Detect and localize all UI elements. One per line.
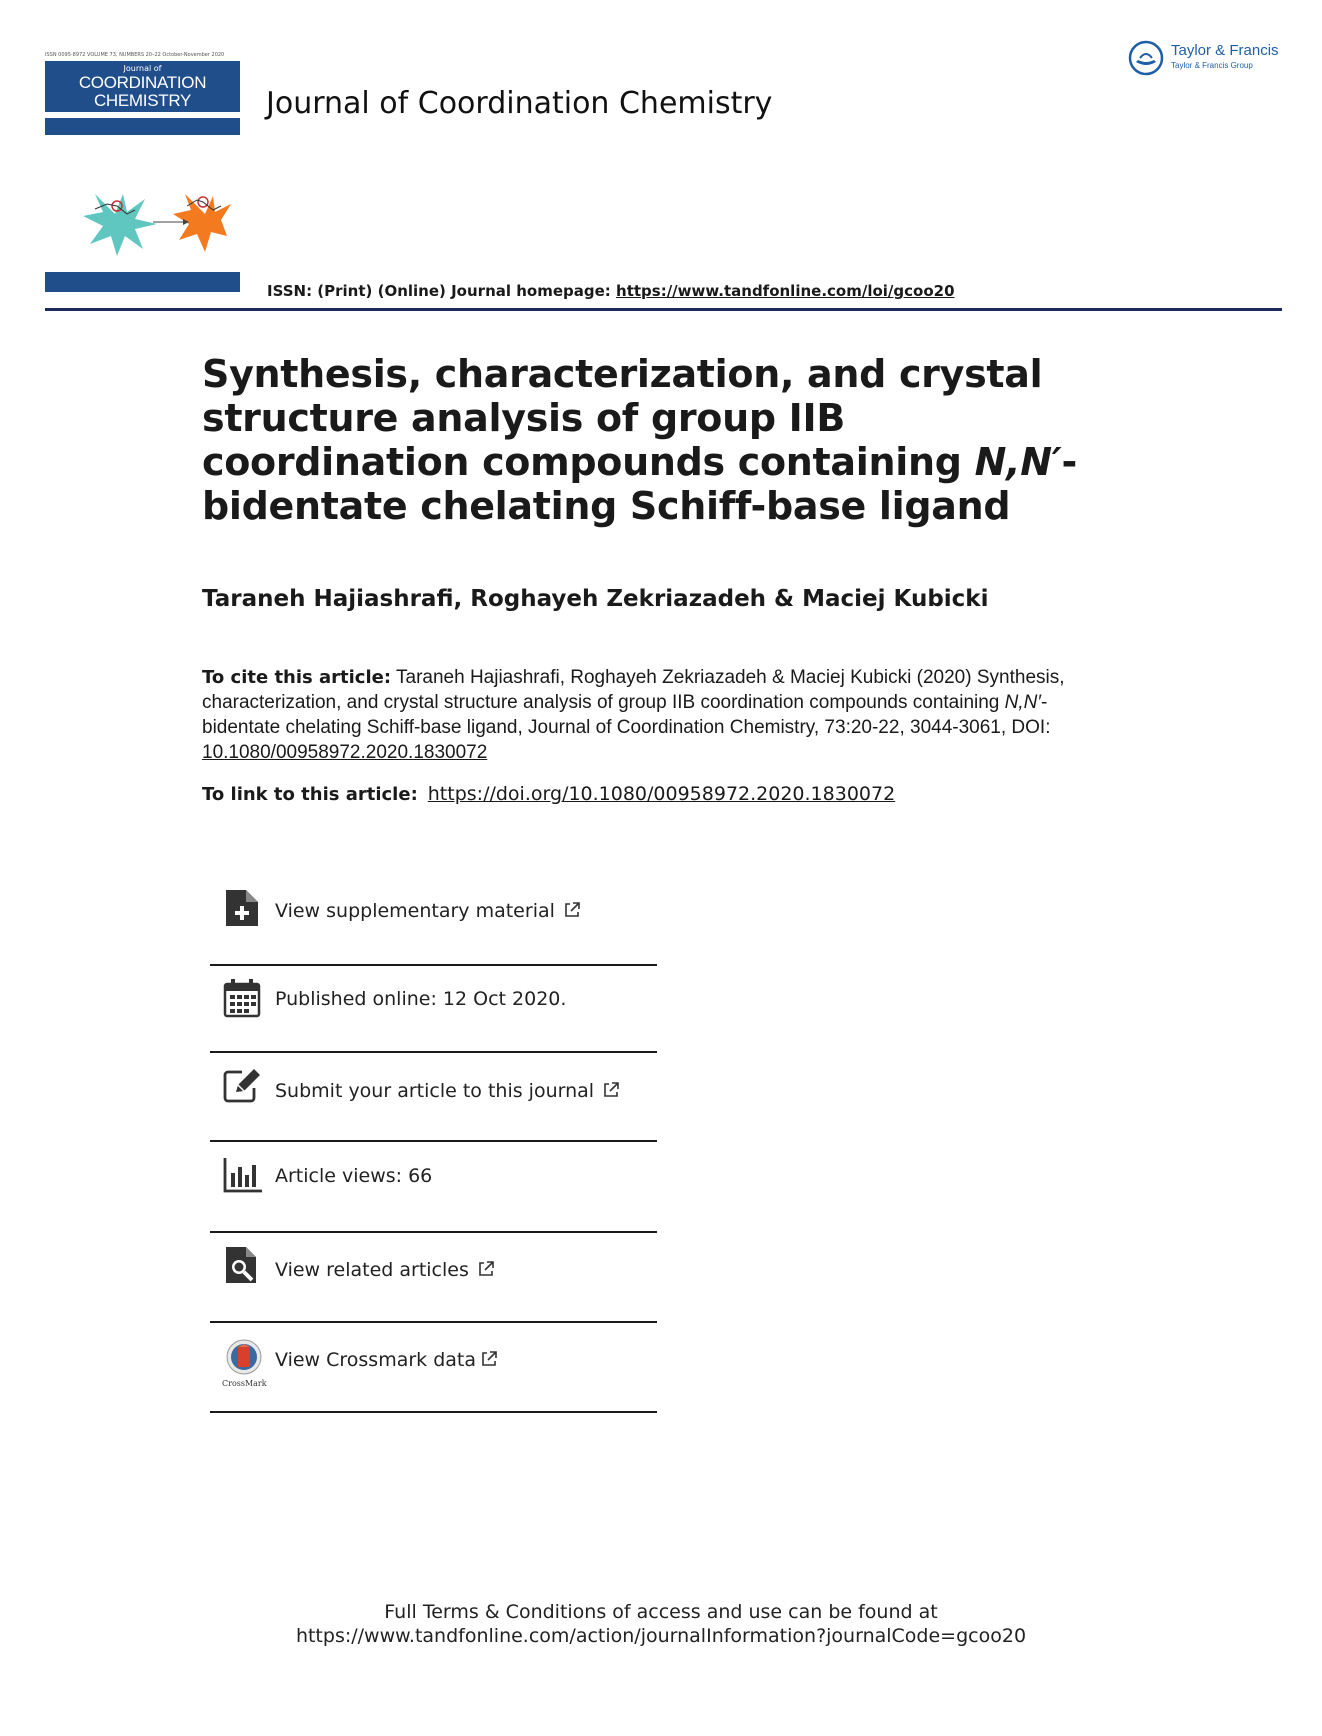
publisher-group: Taylor & Francis Group (1171, 61, 1253, 70)
info-row-crossmark[interactable] (210, 1323, 657, 1413)
row-divider (210, 1051, 657, 1053)
article-title (202, 352, 1122, 528)
crossmark-caption: CrossMark (222, 1379, 267, 1388)
article-title-part2: -bidentate chelating Schiff-base ligand (202, 440, 1077, 528)
cover-publisher-band (45, 272, 240, 292)
info-row-label (275, 1349, 498, 1371)
publisher-logo-icon (1128, 40, 1164, 76)
info-row-label (275, 1259, 495, 1281)
info-row-submit[interactable] (210, 1054, 657, 1144)
footer-line1: Full Terms & Conditions of access and use can be found at (384, 1601, 938, 1623)
views-label: Article views: 66 (275, 1165, 433, 1187)
related-label: View related articles (275, 1259, 469, 1281)
cover-big-title-2: CHEMISTRY (93, 91, 192, 110)
cover-top-text: ISSN 0095-8972 VOLUME 73, NUMBERS 20–22 October-November 2020 (45, 52, 225, 58)
journal-title: Journal of Coordination Chemistry (266, 86, 773, 121)
citation-doi-link[interactable]: 10.1080/00958972.2020.1830072 (202, 742, 488, 763)
submit-label: Submit your article to this journal (275, 1080, 595, 1102)
cover-big-title-1: COORDINATION (78, 73, 207, 92)
external-link-icon (602, 1081, 620, 1099)
published-label: Published online: 12 Oct 2020. (275, 988, 567, 1010)
header-divider (45, 308, 1282, 311)
footer-terms (0, 1600, 1322, 1648)
info-row-supplementary[interactable] (210, 878, 657, 968)
info-row-related[interactable] (210, 1233, 657, 1323)
article-title-italic: N,N′ (974, 440, 1062, 484)
supplementary-label: View supplementary material (275, 900, 555, 922)
article-authors: Taraneh Hajiashrafi, Roghayeh Zekriazadeh & Maciej Kubicki (202, 586, 989, 612)
calendar-icon (222, 978, 262, 1018)
supplementary-file-icon (222, 888, 262, 928)
citation-label: To cite this article: (202, 667, 392, 688)
article-doi-url[interactable]: https://doi.org/10.1080/00958972.2020.1830072 (427, 783, 896, 805)
edit-icon (222, 1066, 262, 1106)
citation-text-part2: -bidentate chelating Schiff-base ligand, Journal of Coordination Chemistry, 73:20-22, 3044-3061, DOI: (202, 692, 1051, 738)
bar-chart-icon (222, 1155, 262, 1195)
row-divider (210, 1140, 657, 1142)
search-document-icon (222, 1245, 262, 1285)
info-row-published (210, 966, 657, 1056)
crossmark-icon (224, 1339, 264, 1379)
journal-cover (45, 52, 240, 302)
citation-text-italic: N,N′ (1004, 692, 1041, 713)
citation-block (202, 665, 1122, 765)
cover-editor-band (45, 118, 240, 135)
footer-terms-link[interactable]: https://www.tandfonline.com/action/journalInformation?journalCode=gcoo20 (295, 1625, 1027, 1647)
issn-line (267, 282, 955, 300)
cover-molecule-art (65, 144, 235, 274)
article-title-part1: Synthesis, characterization, and crystal structure analysis of group IIB coordination compounds containing (202, 352, 1043, 484)
info-row-views (210, 1143, 657, 1233)
journal-homepage-link[interactable]: https://www.tandfonline.com/loi/gcoo20 (616, 282, 955, 300)
citation-text-part1: Taraneh Hajiashrafi, Roghayeh Zekriazadeh & Maciej Kubicki (2020) Synthesis, characterization, and crystal structure analysis of group IIB coordination compounds containing (202, 667, 1065, 713)
info-row-label (275, 1080, 620, 1102)
article-link-line (202, 783, 895, 805)
cover-small-title: Journal of (123, 64, 162, 73)
article-link-label: To link to this article: (202, 784, 418, 805)
external-link-icon (563, 901, 581, 919)
taylor-francis-logo[interactable] (1128, 40, 1288, 80)
external-link-icon (477, 1260, 495, 1278)
external-link-icon (480, 1350, 498, 1368)
row-divider (210, 1411, 657, 1413)
publisher-name: Taylor & Francis (1171, 42, 1279, 59)
cover-title-band (45, 61, 240, 112)
info-row-label (275, 900, 581, 922)
issn-label: ISSN: (Print) (Online) Journal homepage: (267, 282, 617, 300)
crossmark-label: View Crossmark data (275, 1349, 477, 1371)
